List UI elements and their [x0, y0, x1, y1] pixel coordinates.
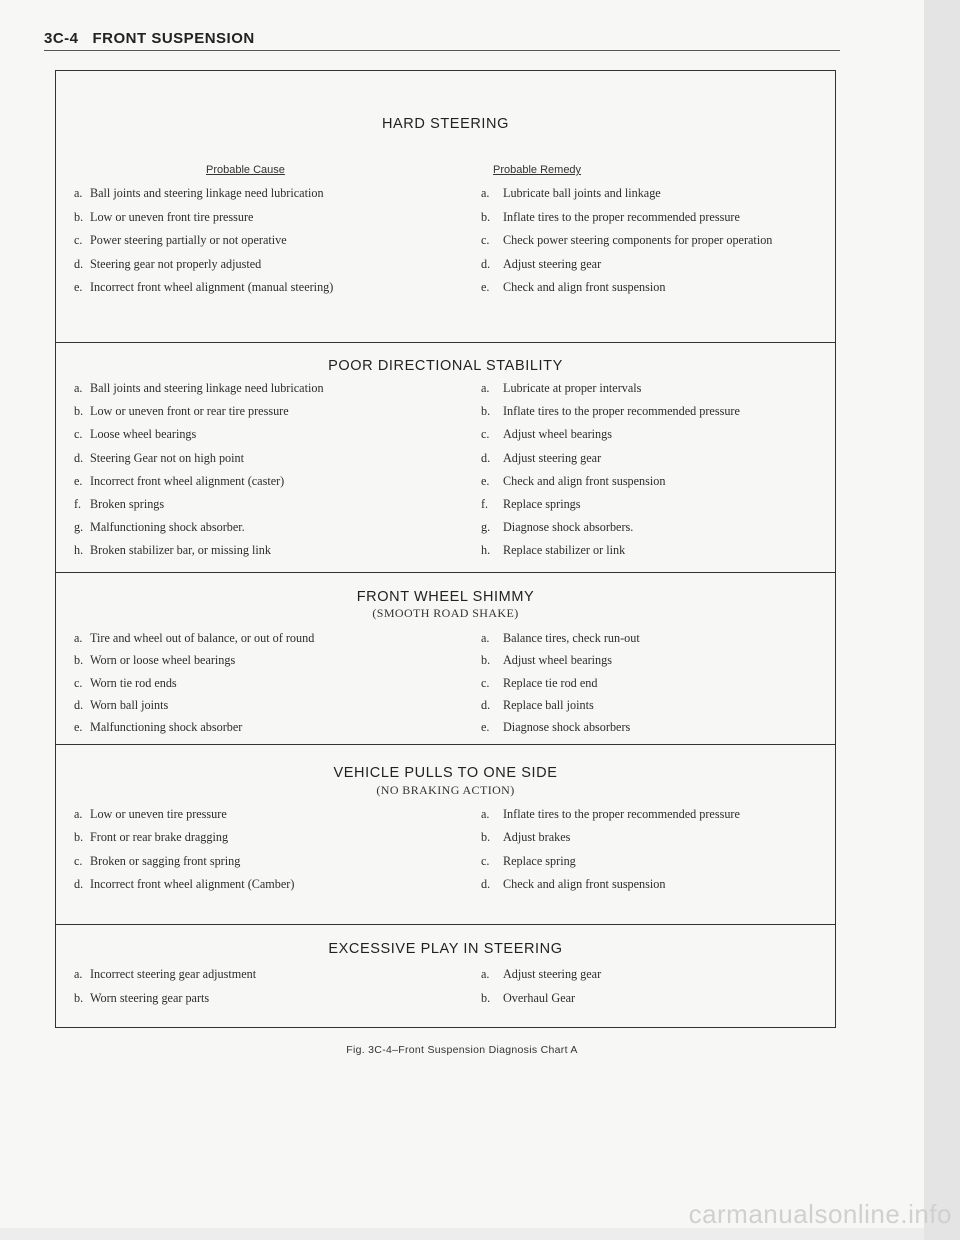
cause-letter: b.: [74, 404, 84, 419]
remedy-item: [481, 257, 601, 272]
cause-text: Malfunctioning shock absorber: [90, 720, 243, 735]
page-header: [44, 30, 840, 47]
section-subtitle: (SMOOTH ROAD SHAKE): [372, 606, 519, 620]
cause-item: [74, 698, 168, 713]
header-rule: [44, 50, 840, 51]
cause-item: [74, 451, 244, 466]
cause-text: Ball joints and steering linkage need lubrication: [90, 186, 324, 200]
cause-text: Incorrect front wheel alignment (Camber): [90, 876, 295, 891]
remedy-item: [481, 497, 581, 512]
remedy-letter: e.: [481, 280, 490, 294]
remedy-text: Replace ball joints: [503, 697, 594, 712]
cause-letter: d.: [74, 256, 84, 271]
cause-letter: f.: [74, 497, 82, 511]
cause-letter: a.: [74, 381, 83, 395]
cause-text: Steering gear not properly adjusted: [90, 256, 262, 271]
section-title: FRONT WHEEL SHIMMY: [356, 589, 535, 605]
remedy-text: Diagnose shock absorbers: [503, 720, 631, 735]
remedy-letter: d.: [481, 697, 491, 712]
cause-letter: d.: [74, 450, 84, 465]
cause-text: Loose wheel bearings: [90, 427, 197, 442]
remedy-item: [481, 967, 601, 982]
remedy-item: [481, 807, 740, 822]
remedy-text: Inflate tires to the proper recommended pressure: [503, 404, 740, 419]
cause-letter: c.: [74, 853, 83, 868]
cause-letter: c.: [74, 675, 83, 690]
remedy-column-header: Probable Remedy: [493, 164, 582, 176]
remedy-text: Inflate tires to the proper recommended pressure: [503, 209, 740, 224]
cause-item: [74, 233, 287, 248]
cause-text: Incorrect steering gear adjustment: [90, 967, 257, 981]
remedy-letter: a.: [481, 807, 490, 821]
section-excessive-play: [56, 925, 835, 1029]
cause-text: Ball joints and steering linkage need lubrication: [90, 381, 324, 395]
cause-letter: c.: [74, 233, 83, 247]
section-title: HARD STEERING: [381, 116, 510, 132]
cause-letter: b.: [74, 653, 84, 668]
cause-text: Malfunctioning shock absorber.: [90, 520, 245, 535]
remedy-item: [481, 427, 612, 442]
remedy-item: [481, 991, 575, 1006]
remedy-item: [481, 520, 633, 535]
cause-letter: e.: [74, 280, 83, 294]
cause-text: Incorrect front wheel alignment (caster): [90, 473, 285, 488]
cause-text: Broken springs: [90, 497, 165, 511]
cause-letter: b.: [74, 830, 84, 845]
remedy-text: Diagnose shock absorbers.: [503, 520, 634, 535]
section-title: EXCESSIVE PLAY IN STEERING: [328, 941, 563, 957]
remedy-text: Overhaul Gear: [503, 990, 576, 1005]
remedy-letter: a.: [481, 381, 490, 395]
remedy-text: Replace stabilizer or link: [503, 543, 626, 558]
remedy-letter: b.: [481, 209, 491, 224]
cause-item: [74, 807, 227, 822]
remedy-item: [481, 474, 665, 489]
cause-item: [74, 257, 261, 272]
cause-column-header: Probable Cause: [206, 164, 285, 176]
remedy-text: Replace spring: [503, 853, 576, 868]
remedy-item: [481, 877, 665, 892]
cause-item: [74, 474, 284, 489]
remedy-text: Lubricate at proper intervals: [503, 381, 642, 395]
remedy-letter: d.: [481, 876, 491, 891]
remedy-letter: b.: [481, 830, 491, 845]
remedy-item: [481, 631, 640, 646]
cause-letter: e.: [74, 720, 83, 735]
cause-letter: e.: [74, 473, 83, 488]
remedy-letter: c.: [481, 853, 490, 868]
cause-item: [74, 830, 228, 845]
cause-item: [74, 676, 177, 691]
remedy-text: Check and align front suspension: [503, 280, 666, 294]
remedy-letter: h.: [481, 543, 491, 558]
cause-text: Low or uneven tire pressure: [90, 807, 227, 821]
cause-text: Tire and wheel out of balance, or out of round: [90, 631, 315, 645]
remedy-item: [481, 543, 625, 558]
figure-caption: Fig. 3C-4–Front Suspension Diagnosis Chart A: [346, 1044, 578, 1056]
cause-item: [74, 653, 235, 668]
remedy-letter: c.: [481, 675, 490, 690]
cause-text: Worn or loose wheel bearings: [90, 653, 236, 668]
cause-letter: a.: [74, 967, 83, 981]
watermark-url: carmanualsonline.info: [688, 1199, 952, 1229]
cause-text: Worn tie rod ends: [90, 675, 177, 690]
remedy-text: Lubricate ball joints and linkage: [503, 186, 661, 200]
cause-letter: d.: [74, 876, 84, 891]
remedy-letter: a.: [481, 186, 490, 200]
remedy-letter: c.: [481, 233, 490, 247]
remedy-item: [481, 698, 594, 713]
section-title: VEHICLE PULLS TO ONE SIDE: [333, 765, 558, 781]
cause-text: Steering Gear not on high point: [90, 450, 245, 465]
cause-letter: a.: [74, 186, 83, 200]
scan-edge: [924, 0, 960, 1240]
cause-item: [74, 210, 253, 225]
cause-item: [74, 720, 242, 735]
cause-item: [74, 854, 240, 869]
remedy-letter: b.: [481, 653, 491, 668]
remedy-letter: b.: [481, 990, 491, 1005]
cause-letter: a.: [74, 807, 83, 821]
cause-letter: a.: [74, 631, 83, 645]
remedy-letter: e.: [481, 720, 490, 735]
cause-item: [74, 427, 196, 442]
remedy-item: [481, 653, 612, 668]
remedy-text: Replace springs: [503, 497, 581, 511]
section-title: POOR DIRECTIONAL STABILITY: [328, 358, 563, 374]
remedy-text: Adjust brakes: [503, 830, 571, 845]
cause-text: Low or uneven front tire pressure: [90, 209, 254, 224]
section-front-wheel-shimmy: [56, 573, 835, 745]
cause-letter: g.: [74, 520, 84, 535]
section-hard-steering: [56, 71, 835, 343]
page-header-title: FRONT SUSPENSION: [92, 30, 255, 47]
cause-item: [74, 381, 324, 396]
remedy-item: [481, 280, 665, 295]
section-poor-directional-stability: [56, 343, 835, 573]
remedy-text: Check and align front suspension: [503, 473, 666, 488]
remedy-text: Adjust steering gear: [503, 967, 602, 981]
remedy-letter: e.: [481, 473, 490, 488]
cause-letter: h.: [74, 543, 84, 558]
remedy-letter: d.: [481, 450, 491, 465]
remedy-letter: a.: [481, 967, 490, 981]
cause-item: [74, 497, 164, 512]
remedy-text: Adjust steering gear: [503, 256, 602, 271]
remedy-text: Adjust wheel bearings: [503, 427, 612, 442]
remedy-text: Check power steering components for proper operation: [503, 233, 773, 247]
cause-item: [74, 404, 289, 419]
cause-item: [74, 280, 333, 295]
remedy-item: [481, 186, 661, 201]
diagnosis-chart: [55, 70, 836, 1028]
remedy-letter: c.: [481, 427, 490, 442]
cause-text: Worn ball joints: [90, 697, 169, 712]
page-code: 3C-4: [44, 30, 79, 47]
remedy-letter: g.: [481, 520, 491, 535]
cause-letter: b.: [74, 209, 84, 224]
cause-text: Power steering partially or not operative: [90, 233, 287, 247]
remedy-text: Adjust wheel bearings: [503, 653, 612, 668]
remedy-text: Adjust steering gear: [503, 450, 602, 465]
remedy-letter: b.: [481, 404, 491, 419]
remedy-item: [481, 381, 641, 396]
cause-text: Low or uneven front or rear tire pressure: [90, 404, 289, 419]
cause-item: [74, 186, 324, 201]
cause-letter: d.: [74, 697, 84, 712]
cause-letter: b.: [74, 990, 84, 1005]
remedy-item: [481, 676, 597, 691]
remedy-text: Check and align front suspension: [503, 876, 666, 891]
cause-text: Broken stabilizer bar, or missing link: [90, 543, 271, 558]
remedy-item: [481, 854, 576, 869]
cause-text: Worn steering gear parts: [90, 990, 210, 1005]
remedy-text: Inflate tires to the proper recommended pressure: [503, 807, 740, 821]
remedy-text: Replace tie rod end: [503, 675, 598, 690]
section-subtitle: (NO BRAKING ACTION): [376, 783, 515, 797]
remedy-item: [481, 210, 740, 225]
remedy-item: [481, 451, 601, 466]
cause-letter: c.: [74, 427, 83, 442]
cause-text: Incorrect front wheel alignment (manual steering): [90, 280, 334, 294]
remedy-item: [481, 404, 740, 419]
cause-text: Front or rear brake dragging: [90, 830, 229, 845]
section-vehicle-pulls: [56, 745, 835, 925]
remedy-letter: f.: [481, 497, 489, 511]
cause-text: Broken or sagging front spring: [90, 853, 241, 868]
remedy-item: [481, 720, 630, 735]
cause-item: [74, 967, 256, 982]
remedy-item: [481, 233, 772, 248]
cause-item: [74, 877, 294, 892]
cause-item: [74, 991, 209, 1006]
remedy-letter: a.: [481, 631, 490, 645]
remedy-item: [481, 830, 570, 845]
remedy-letter: d.: [481, 256, 491, 271]
cause-item: [74, 631, 314, 646]
remedy-text: Balance tires, check run-out: [503, 631, 640, 645]
cause-item: [74, 543, 271, 558]
cause-item: [74, 520, 245, 535]
